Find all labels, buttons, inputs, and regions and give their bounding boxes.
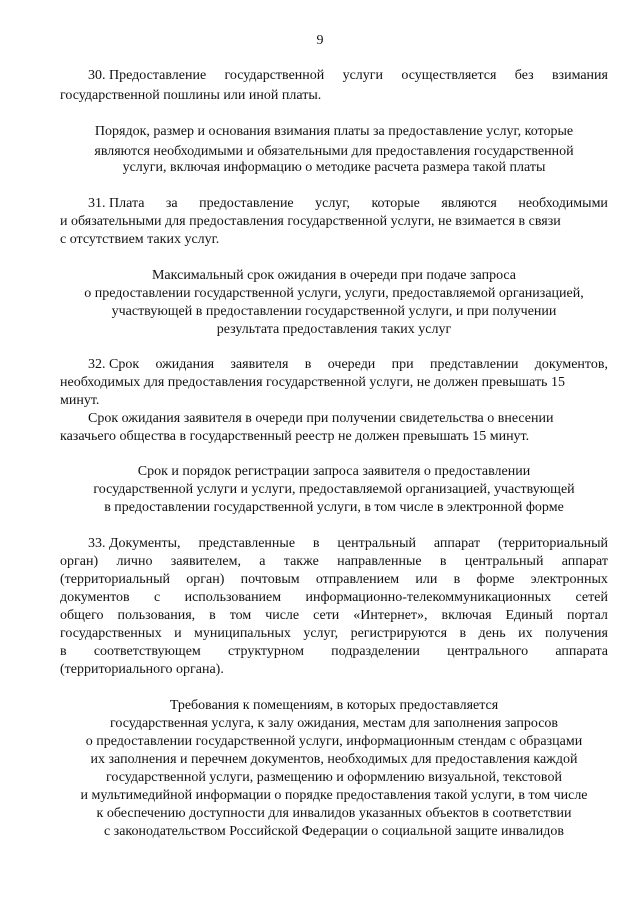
heading-fees-line-2: являются необходимыми и обязательными для предоставления государственной — [94, 144, 574, 159]
word: аппарат — [433, 536, 481, 551]
p33-line-4 — [60, 588, 608, 608]
word: числе — [265, 608, 300, 623]
word: в — [453, 572, 461, 587]
word: в — [312, 536, 320, 551]
word: в — [459, 626, 467, 641]
word: при — [391, 357, 414, 372]
p31-line-3: с отсутствием таких услуг. — [60, 232, 220, 247]
word: сети — [313, 608, 340, 623]
word: за — [165, 196, 178, 211]
word: ожидания — [155, 357, 215, 372]
p32-line-3: минут. — [60, 393, 100, 408]
word: том — [229, 608, 252, 623]
word: и — [174, 626, 182, 641]
word: документов — [60, 590, 130, 605]
word: общего — [60, 608, 104, 623]
word: 30. Предоставление — [88, 68, 207, 83]
word: осуществляется — [401, 68, 497, 83]
word: направленные — [337, 554, 422, 569]
word: заявителя — [230, 357, 289, 372]
p31-line-1 — [88, 194, 608, 214]
word: информационно-телекоммуникационных — [305, 590, 552, 605]
word: очереди — [327, 357, 376, 372]
word: представлении — [429, 357, 519, 372]
word: день — [478, 626, 506, 641]
heading-registration-line-3: в предоставлении государственной услуги, в том числе в электронной форме — [104, 500, 564, 515]
word: (территориальный — [60, 572, 171, 587]
word: отправлением — [315, 572, 400, 587]
p33-line-1 — [88, 534, 608, 554]
word: соответствующем — [93, 644, 201, 659]
word: получения — [544, 626, 608, 641]
word: электронных — [530, 572, 608, 587]
word: предоставление — [199, 196, 294, 211]
heading-fees-line-1: Порядок, размер и основания взимания платы за предоставление услуг, которые — [94, 124, 574, 139]
word: структурном — [228, 644, 304, 659]
heading-rooms-line-7: к обеспечению доступности для инвалидов указанных объектов в соответствии — [96, 806, 572, 821]
heading-rooms-line-1: Требования к помещениям, в которых предоставляется — [169, 698, 499, 713]
word: также — [283, 554, 319, 569]
word: муниципальных — [193, 626, 291, 641]
page-number: 9 — [316, 33, 324, 48]
word: центрального — [447, 644, 529, 659]
word: являются — [441, 196, 497, 211]
word: которые — [371, 196, 420, 211]
heading-rooms-line-4: их заполнения и перечнем документов, необходимых для предоставления каждой — [90, 752, 578, 767]
word: в — [209, 608, 216, 623]
word: представленные — [198, 536, 296, 551]
word: портал — [566, 608, 608, 623]
word: аппарата — [555, 644, 608, 659]
word: без — [514, 68, 534, 83]
word: услуг, — [315, 196, 350, 211]
word: пользования, — [117, 608, 196, 623]
word: их — [518, 626, 533, 641]
p32-line-4: Срок ожидания заявителя в очереди при получении свидетельства о внесении — [88, 411, 554, 426]
word: необходимыми — [518, 196, 608, 211]
word: орган) — [186, 572, 225, 587]
word: государственной — [224, 68, 325, 83]
p33-line-5 — [60, 606, 608, 626]
word: «Интернет», — [353, 608, 428, 623]
word: сетей — [575, 590, 608, 605]
word: взимания — [551, 68, 608, 83]
word: центральный — [464, 554, 544, 569]
p33-line-8: (территориального органа). — [60, 662, 224, 677]
heading-fees-line-3: услуги, включая информацию о методике расчета размера такой платы — [122, 160, 546, 175]
word: орган) — [60, 554, 99, 569]
word: Единый — [505, 608, 554, 623]
heading-registration-line-1: Срок и порядок регистрации запроса заявителя о предоставлении — [137, 464, 531, 479]
word: в — [304, 357, 312, 372]
heading-rooms-line-6: и мультимедийной информации о порядке предоставления такой услуги, в том числе — [80, 788, 588, 803]
word: почтовым — [240, 572, 300, 587]
p33-line-7 — [60, 642, 608, 662]
word: 31. Плата — [88, 196, 145, 211]
word: форме — [476, 572, 515, 587]
p32-line-1 — [88, 355, 608, 375]
word: в — [439, 554, 447, 569]
word: с — [154, 590, 161, 605]
word: подразделении — [331, 644, 420, 659]
word: аппарат — [561, 554, 608, 569]
heading-rooms-line-2: государственная услуга, к залу ожидания, местам для заполнения запросов — [109, 716, 559, 731]
word: заявителем, — [170, 554, 241, 569]
word: использованием — [184, 590, 282, 605]
heading-rooms-line-8: с законодательством Российской Федерации о социальной защите инвалидов — [103, 824, 565, 839]
heading-wait-line-2: о предоставлении государственной услуги, услуги, предоставляемой организацией, — [84, 286, 584, 301]
word: а — [259, 554, 266, 569]
word: 32. Срок — [88, 357, 140, 372]
word: включая — [441, 608, 492, 623]
word: или — [415, 572, 438, 587]
word: в — [60, 644, 67, 659]
heading-rooms-line-5: государственной услуги, размещению и оформлению визуальной, текстовой — [106, 770, 562, 785]
word: услуг, — [303, 626, 339, 641]
p33-line-2 — [60, 552, 608, 572]
p30-line-2: государственной пошлины или иной платы. — [60, 88, 322, 103]
word: лично — [116, 554, 153, 569]
p32-line-2: необходимых для предоставления государственной услуги, не должен превышать 15 — [60, 375, 565, 390]
word: регистрируются — [350, 626, 448, 641]
word: (территориальный — [497, 536, 608, 551]
heading-wait-line-4: результата предоставления таких услуг — [216, 322, 452, 337]
heading-registration-line-2: государственной услуги и услуги, предоставляемой организацией, участвующей — [93, 482, 575, 497]
word: государственных — [60, 626, 162, 641]
p32-line-5: казачьего общества в государственный реестр не должен превышать 15 минут. — [60, 429, 530, 444]
p31-line-2: и обязательными для предоставления государственной услуги, не взимается в связи — [60, 214, 561, 229]
p33-line-6 — [60, 624, 608, 644]
heading-rooms-line-3: о предоставлении государственной услуги, информационным стендам с образцами — [85, 734, 583, 749]
word: центральный — [337, 536, 416, 551]
word: документов, — [534, 357, 608, 372]
heading-wait-line-3: участвующей в предоставлении государственной услуги, и при получении — [111, 304, 557, 319]
heading-wait-line-1: Максимальный срок ожидания в очереди при подаче запроса — [151, 268, 517, 283]
word: услуги — [342, 68, 384, 83]
p30-line-1 — [88, 66, 608, 86]
p33-line-3 — [60, 570, 608, 590]
word: 33. Документы, — [88, 536, 181, 551]
